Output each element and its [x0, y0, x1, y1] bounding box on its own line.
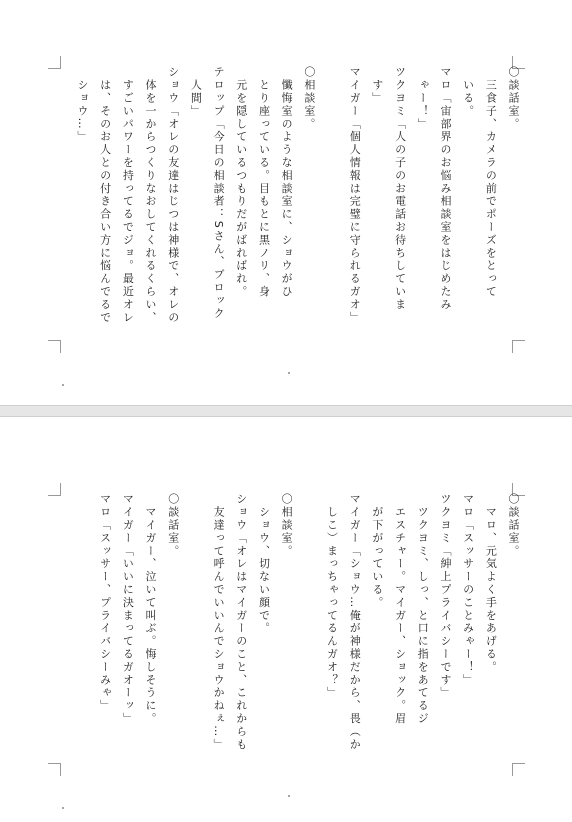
- text-column: ツクヨミ「紳上プライバシーです」: [438, 493, 452, 700]
- text-column: 〇談話室。: [507, 493, 520, 558]
- text-column: ショウ「オレの友達はじつは神様で、オレの: [166, 66, 180, 324]
- document-page-1: [0, 0, 572, 405]
- text-column: ショウ、切ない顔で。: [257, 493, 271, 635]
- text-column: マロ「スッサーのことみゃー！」: [461, 493, 475, 687]
- text-column: マイガー「個人情報は完璧に守られるガオ」: [348, 66, 362, 324]
- text-column: いる。: [461, 66, 475, 118]
- text-column: 三食子、カメラの前でポーズをとって: [484, 66, 498, 299]
- text-column: 〇相談室。: [280, 493, 294, 558]
- paragraph-mark: [288, 795, 290, 797]
- document-page-2: [0, 417, 572, 822]
- text-column: 〇談話室。: [507, 66, 520, 131]
- text-column: マイガー「ショウ…俺が神様だから、畏（か: [348, 493, 362, 751]
- paragraph-mark: [62, 807, 64, 809]
- text-column: ショウ…」: [75, 66, 89, 144]
- paragraph-mark: [62, 384, 64, 386]
- text-column: マイガー、泣いて叫ぶ。悔しそうに。: [144, 493, 157, 726]
- text-column: テロップ「今日の相談者：Sさん、ブロック: [212, 66, 226, 320]
- paragraph-mark: [288, 372, 290, 374]
- page-separator: [0, 405, 572, 417]
- text-column: [320, 66, 343, 351]
- text-column: 懺悔室のような相談室に、ショウがひ: [280, 66, 294, 299]
- text-column: 元を隠しているつもりだがばればれ。: [234, 66, 248, 299]
- text-column: 〇談話室。: [166, 493, 180, 558]
- text-column: マロ、元気よく手をあげる。: [484, 493, 498, 674]
- text-column: ツクヨミ、しっ、と口に指をあてるジ: [416, 493, 430, 726]
- text-column: す」: [370, 66, 384, 105]
- text-column: しこ）まっちゃってるんガオ？」: [325, 493, 339, 700]
- text-column: ゃー！」: [416, 66, 430, 131]
- text-column: 人間」: [189, 66, 203, 118]
- text-column: マイガー「いいに決まってるガオーッ」: [121, 493, 135, 726]
- text-column: マロ「スッサー、プライバシーみゃ」: [98, 493, 112, 713]
- text-column: [297, 493, 320, 778]
- text-column: すごいパワーを持ってるでジョ。最近オレ: [121, 66, 135, 324]
- vertical-text-area[interactable]: [60, 66, 524, 351]
- text-column: が下がっている。: [370, 493, 384, 610]
- text-column: ツクヨミ「人の子のお電話お待ちしていま: [393, 66, 407, 312]
- text-column: [184, 493, 207, 778]
- text-column: 〇相談室。: [302, 66, 316, 131]
- text-column: は、そのお人との付き合い方に悩んでるで: [98, 66, 112, 324]
- text-column: とり座っている。目もとに黒ノリ、身: [257, 66, 271, 299]
- text-column: エスチャー。マイガー、ショック。眉: [393, 493, 407, 726]
- text-column: 友達って呼んでいいんでショウかねぇ…」: [212, 493, 226, 751]
- text-column: 体を一からつくりなおしてくれるくらい、: [144, 66, 157, 324]
- text-column: ショウ「オレはマイガーのこと、これからも: [234, 493, 248, 751]
- vertical-text-area[interactable]: [60, 493, 524, 778]
- text-column: マロ「宙部界のお悩み相談室をはじめたみ: [438, 66, 452, 312]
